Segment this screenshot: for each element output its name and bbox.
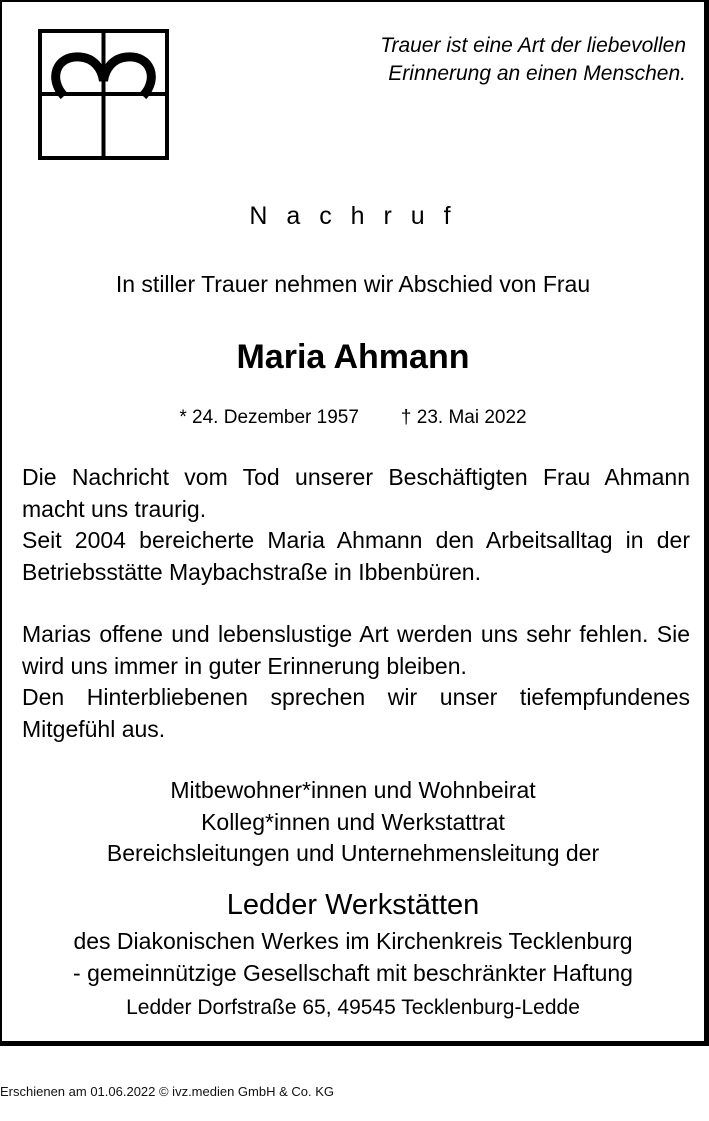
- organization-name: Ledder Werkstätten: [226, 889, 480, 921]
- organization-line-2: - gemeinnützige Gesellschaft mit beschränkter Haftung: [73, 959, 633, 986]
- publication-footer: Erschienen am 01.06.2022 © ivz.medien GmbH & Co. KG: [0, 1084, 335, 1099]
- intro-text: In stiller Trauer nehmen wir Abschied von Frau: [115, 271, 591, 297]
- diakonie-cross-icon: [38, 29, 169, 160]
- death-date: † 23. Mai 2022: [400, 407, 527, 428]
- life-dates: [2, 405, 704, 431]
- birth-date: * 24. Dezember 1957: [179, 407, 359, 428]
- message-block-1: [22, 462, 690, 588]
- organization-address: Ledder Dorfstraße 65, 49545 Tecklenburg-Ledde: [126, 996, 580, 1019]
- message-paragraph-1: Die Nachricht vom Tod unserer Beschäftigten Frau Ahmann macht uns traurig.: [22, 464, 690, 522]
- message-block-2: [22, 619, 690, 745]
- organization-line-1: des Diakonischen Werkes im Kirchenkreis Tecklenburg: [73, 928, 633, 954]
- motto-line-2: Erinnerung an einen Menschen.: [388, 62, 686, 85]
- message-paragraph-4: Den Hinterbliebenen sprechen wir unser tiefempfundenes Mitgefühl aus.: [22, 684, 690, 742]
- signers: [2, 775, 704, 870]
- organization-details: [2, 926, 704, 989]
- signer-line-1: Mitbewohner*innen und Wohnbeirat: [170, 777, 536, 803]
- message-paragraph-3: Marias offene und lebenslustige Art werden uns sehr fehlen. Sie wird uns immer in guter Erinnerung bleiben.: [22, 621, 690, 679]
- motto-line-1: Trauer ist eine Art der liebevollen: [380, 34, 686, 57]
- motto: [266, 32, 686, 88]
- heading-nachruf: N a c h r u f: [249, 202, 457, 230]
- message-paragraph-2: Seit 2004 bereicherte Maria Ahmann den Arbeitsalltag in der Betriebsstätte Maybachstraße in Ibbenbüren.: [22, 527, 690, 585]
- signer-line-3: Bereichsleitungen und Unternehmensleitung der: [106, 840, 600, 866]
- deceased-name: Maria Ahmann: [236, 338, 470, 376]
- signer-line-2: Kolleg*innen und Werkstattrat: [201, 808, 505, 835]
